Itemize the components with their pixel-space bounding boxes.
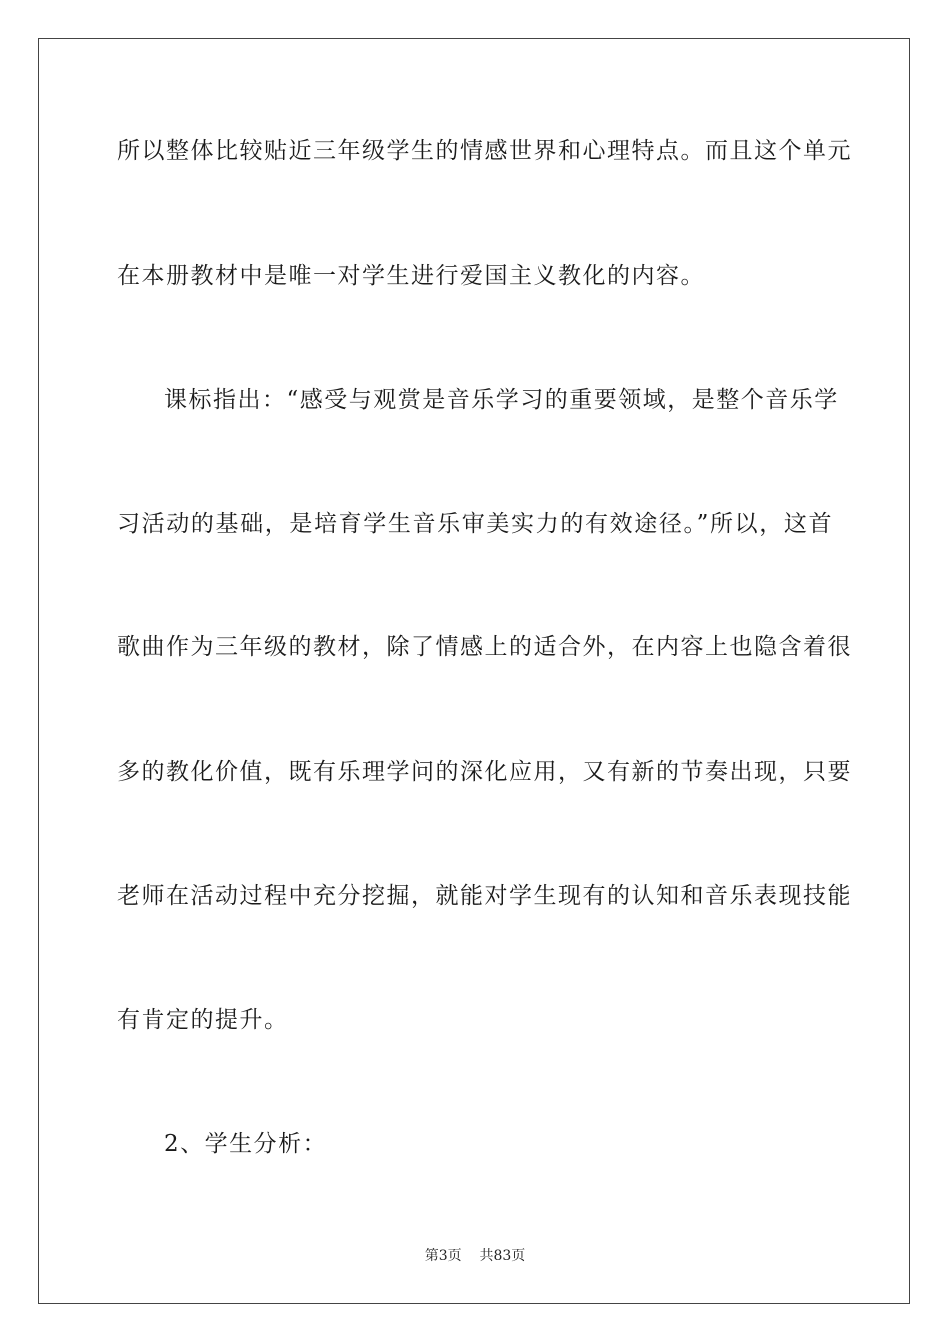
body-line-8: 有肯定的提升。 (117, 1007, 289, 1033)
body-line-1: 所以整体比较贴近三年级学生的情感世界和心理特点。而且这个单元 (117, 138, 852, 164)
page-footer (0, 1247, 950, 1265)
section-heading-student-analysis: 2、学生分析： (164, 1131, 328, 1157)
page-border (38, 38, 910, 1304)
page-number-current: 第3页 (424, 1248, 462, 1264)
body-line-3: 课标指出：“感受与观赏是音乐学习的重要领域，是整个音乐学 (164, 387, 839, 413)
body-line-4: 习活动的基础，是培育学生音乐审美实力的有效途径。”所以，这首 (117, 511, 833, 537)
page-number-total: 共83页 (479, 1248, 526, 1264)
body-line-5: 歌曲作为三年级的教材，除了情感上的适合外，在内容上也隐含着很 (117, 634, 852, 660)
body-line-7: 老师在活动过程中充分挖掘，就能对学生现有的认知和音乐表现技能 (117, 883, 852, 909)
body-line-2: 在本册教材中是唯一对学生进行爱国主义教化的内容。 (117, 263, 705, 289)
body-line-6: 多的教化价值，既有乐理学问的深化应用，又有新的节奏出现，只要 (117, 759, 852, 785)
